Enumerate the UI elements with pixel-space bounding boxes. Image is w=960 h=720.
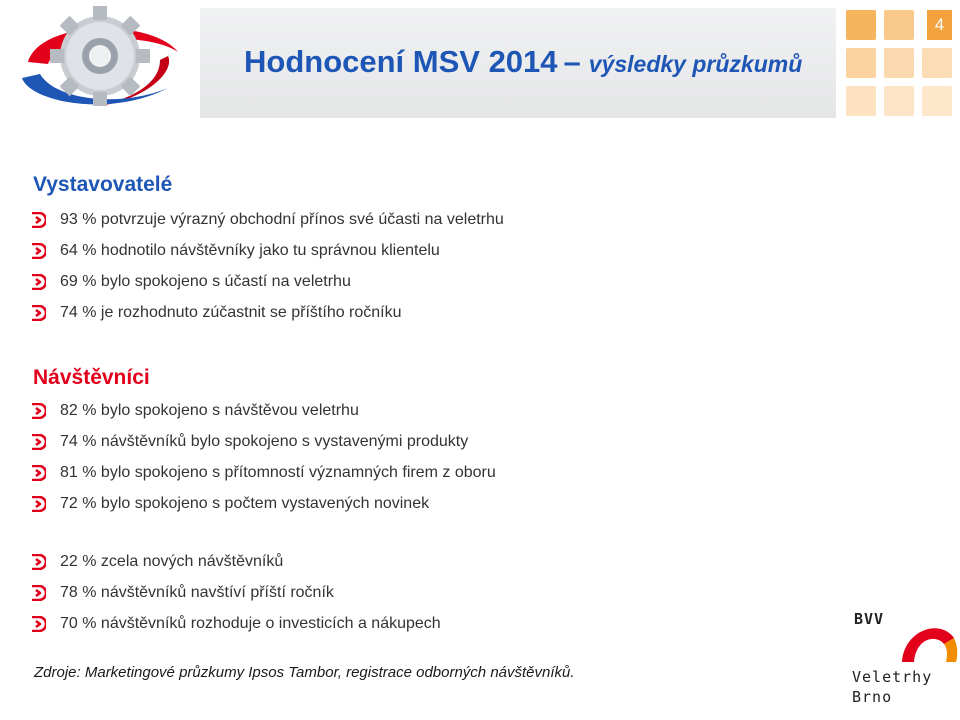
list-item-text: 22 % zcela nových návštěvníků bbox=[60, 552, 284, 570]
title-subtitle: výsledky průzkumů bbox=[588, 51, 803, 77]
page-title bbox=[244, 44, 802, 94]
arrow-bullet-icon bbox=[28, 494, 60, 514]
arrow-bullet-icon bbox=[28, 303, 60, 323]
list-item bbox=[28, 488, 496, 519]
arrow-bullet-icon bbox=[28, 463, 60, 483]
list-item bbox=[28, 235, 504, 266]
arrow-bullet-icon bbox=[28, 241, 60, 261]
list-item bbox=[28, 266, 504, 297]
list-item-text: 69 % bylo spokojeno s účastí na veletrhu bbox=[60, 272, 351, 290]
page-number: 4 bbox=[927, 10, 952, 40]
tile bbox=[884, 48, 914, 78]
section-title-exhibitors: Vystavovatelé bbox=[33, 173, 173, 196]
tile bbox=[846, 10, 876, 40]
arrow-bullet-icon bbox=[28, 272, 60, 292]
list-item-text: 81 % bylo spokojeno s přítomností významných firem z oboru bbox=[60, 463, 496, 481]
bvv-logo-line3: Brno bbox=[852, 688, 893, 706]
list-item-text: 74 % je rozhodnuto zúčastnit se příštího ročníku bbox=[60, 303, 402, 321]
arrow-bullet-icon bbox=[28, 210, 60, 230]
list-item-text: 64 % hodnotilo návštěvníky jako tu správnou klientelu bbox=[60, 241, 440, 259]
arrow-bullet-icon bbox=[28, 552, 60, 572]
list-item-text: 70 % návštěvníků rozhoduje o investicích a nákupech bbox=[60, 614, 441, 632]
visitors-list bbox=[28, 395, 496, 519]
title-separator: – bbox=[563, 44, 581, 79]
list-item-text: 93 % potvrzuje výrazný obchodní přínos své účasti na veletrhu bbox=[60, 210, 504, 228]
tile bbox=[884, 86, 914, 116]
bvv-logo-line2: Veletrhy bbox=[852, 668, 933, 686]
arrow-bullet-icon bbox=[28, 583, 60, 603]
list-item bbox=[28, 546, 441, 577]
tile bbox=[846, 48, 876, 78]
list-item bbox=[28, 426, 496, 457]
list-item-text: 74 % návštěvníků bylo spokojeno s vystavenými produkty bbox=[60, 432, 469, 450]
tile bbox=[922, 48, 952, 78]
list-item bbox=[28, 297, 504, 328]
list-item bbox=[28, 457, 496, 488]
list-item-text: 78 % návštěvníků navštíví příští ročník bbox=[60, 583, 334, 601]
bvv-logo bbox=[844, 596, 960, 720]
visitor-stats-list bbox=[28, 546, 441, 639]
list-item-text: 72 % bylo spokojeno s počtem vystavených novinek bbox=[60, 494, 430, 512]
tile bbox=[846, 86, 876, 116]
exhibitors-list bbox=[28, 204, 504, 328]
list-item bbox=[28, 608, 441, 639]
gear-logo-icon bbox=[0, 0, 200, 120]
header bbox=[0, 0, 960, 120]
arrow-bullet-icon bbox=[28, 401, 60, 421]
tile bbox=[922, 86, 952, 116]
list-item bbox=[28, 204, 504, 235]
arrow-bullet-icon bbox=[28, 432, 60, 452]
section-title-visitors: Návštěvníci bbox=[33, 366, 150, 389]
list-item bbox=[28, 577, 441, 608]
source-note: Zdroje: Marketingové průzkumy Ipsos Tambor, registrace odborných návštěvníků. bbox=[34, 664, 575, 681]
list-item-text: 82 % bylo spokojeno s návštěvou veletrhu bbox=[60, 401, 359, 419]
list-item bbox=[28, 395, 496, 426]
bvv-logo-line1: BVV bbox=[854, 610, 885, 628]
arrow-bullet-icon bbox=[28, 614, 60, 634]
msv-logo bbox=[0, 0, 200, 120]
tile bbox=[884, 10, 914, 40]
title-main: Hodnocení MSV 2014 bbox=[244, 44, 558, 79]
